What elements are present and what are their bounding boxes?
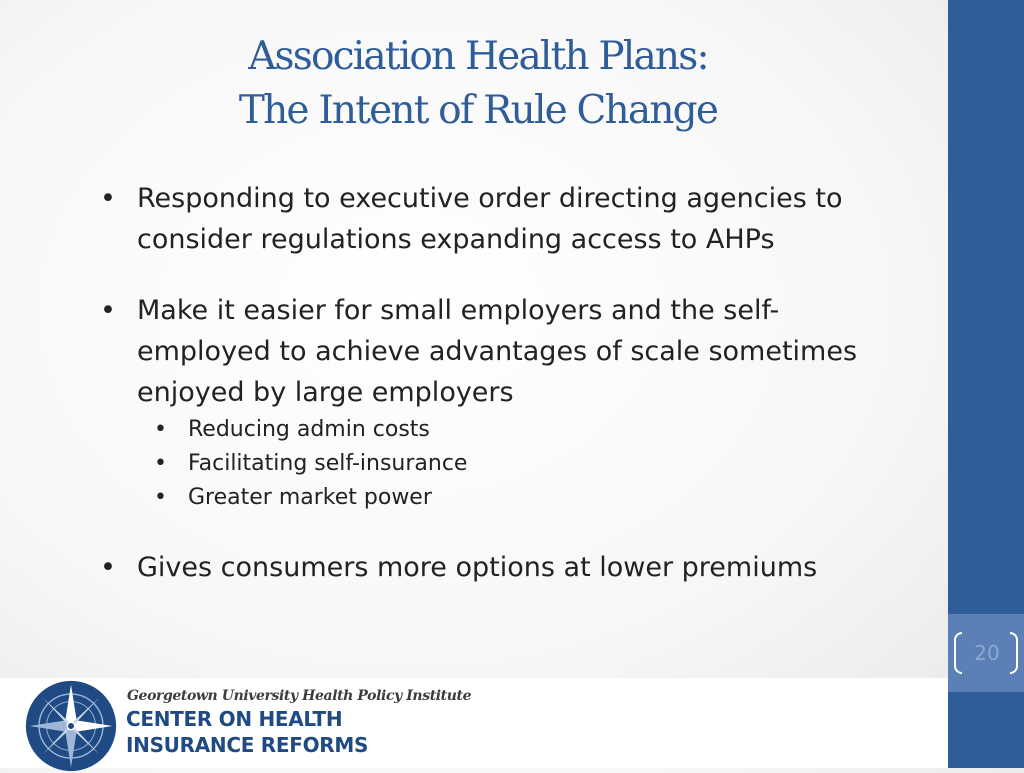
institute-name: Georgetown University Health Policy Institute xyxy=(127,688,472,704)
slide-title xyxy=(0,30,956,138)
sub-bullet-item: • Greater market power xyxy=(100,481,900,515)
sub-bullet-item: • Reducing admin costs xyxy=(100,413,900,447)
compass-rose-icon xyxy=(24,679,118,773)
bullet-line: employed to achieve advantages of scale sometimes xyxy=(137,336,858,367)
bullet-item xyxy=(100,178,900,260)
center-name-line-2: INSURANCE REFORMS xyxy=(126,733,369,757)
bullet-line: • Responding to executive order directing agencies to xyxy=(137,183,843,214)
bullet-item xyxy=(100,290,900,413)
bullet-line: consider regulations expanding access to AHPs xyxy=(137,224,775,255)
center-name-line-1: CENTER ON HEALTH xyxy=(126,707,343,731)
title-line-1: Association Health Plans: xyxy=(248,34,708,79)
sub-bullet-item: • Facilitating self-insurance xyxy=(100,447,900,481)
center-name xyxy=(126,706,368,758)
bullet-line: • Gives consumers more options at lower premiums xyxy=(137,552,818,583)
title-line-2: The Intent of Rule Change xyxy=(238,88,718,133)
bullet-line: enjoyed by large employers xyxy=(137,377,514,408)
page-number: 20 xyxy=(974,641,1000,665)
bullet-list xyxy=(100,178,900,588)
bullet-line: • Make it easier for small employers and the self- xyxy=(137,295,780,326)
bullet-item xyxy=(100,547,900,588)
